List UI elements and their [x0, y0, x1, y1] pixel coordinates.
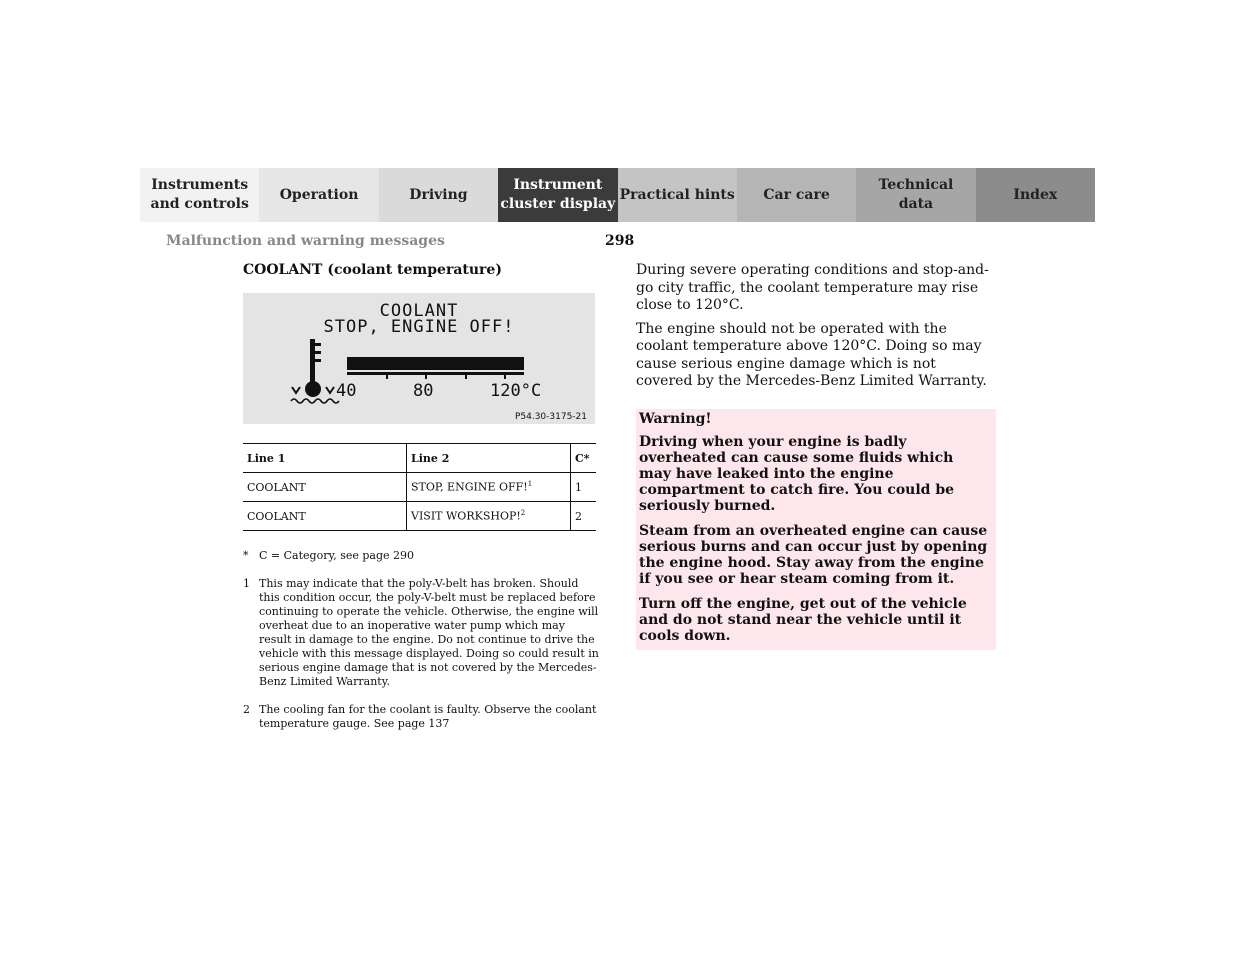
tab-driving[interactable]: Driving [379, 168, 498, 222]
right-column [636, 262, 996, 650]
table-cell-category: 1 [571, 473, 597, 502]
tab-technical-data[interactable]: Technical data [856, 168, 975, 222]
warning-paragraph: Steam from an overheated engine can cause serious burns and can occur just by opening the engine hood. Stay away from the engine if you see or hear steam coming from it. [639, 522, 988, 587]
section-title: Malfunction and warning messages [166, 233, 445, 249]
thermometer-icon [291, 339, 339, 403]
warning-title: Warning! [639, 410, 712, 427]
coolant-heading: COOLANT (coolant temperature) [243, 262, 502, 278]
tab-operation[interactable]: Operation [259, 168, 378, 222]
table-header-category: C* [571, 444, 597, 473]
table-row [243, 502, 596, 531]
message-table [243, 443, 596, 531]
table-cell-line1: COOLANT [243, 502, 407, 531]
tab-practical-hints[interactable]: Practical hints [618, 168, 737, 222]
warning-paragraph: Driving when your engine is badly overheated can cause some fluids which may have leaked into the engine compartment to catch fire. You could be seriously burned. [639, 433, 955, 514]
tab-instrument-cluster-display[interactable]: Instrument cluster display [498, 168, 617, 222]
footnote: * C = Category, see page 290 [243, 549, 415, 562]
table-row [243, 473, 596, 502]
body-paragraph: The engine should not be operated with the coolant temperature above 120°C. Doing so may cause serious engine damage which is not covered by the Mercedes-Benz Limited Warranty. [636, 320, 987, 389]
display-line-1: COOLANT [379, 301, 459, 321]
coolant-display-figure [243, 293, 595, 424]
warning-paragraph: Turn off the engine, get out of the vehicle and do not stand near the vehicle until it cools down. [639, 595, 967, 644]
gauge-scale-line [347, 372, 524, 375]
warning-box [636, 409, 996, 650]
tab-car-care[interactable]: Car care [737, 168, 856, 222]
chapter-tab-bar [140, 168, 1095, 222]
table-cell-line2: STOP, ENGINE OFF!$^1$ [407, 473, 571, 502]
table-header-row [243, 444, 596, 473]
table-cell-line1: COOLANT [243, 473, 407, 502]
footnote: 2 The cooling fan for the coolant is faulty. Observe the coolant temperature gauge. See page 137 [243, 703, 597, 730]
table-header-line2: Line 2 [407, 444, 571, 473]
table-cell-category: 2 [571, 502, 597, 531]
gauge-label-40: 40 [336, 381, 357, 401]
footnotes [243, 549, 599, 731]
gauge-level-bar [347, 357, 524, 370]
page-number: 298 [605, 233, 635, 249]
body-paragraph: During severe operating conditions and stop-and-go city traffic, the coolant temperature may rise close to 120°C. [636, 262, 989, 313]
table-cell-line2: VISIT WORKSHOP!$^2$ [407, 502, 571, 531]
figure-reference: P54.30-3175-21 [514, 412, 587, 422]
gauge-label-80: 80 [413, 381, 434, 401]
table-header-line1: Line 1 [243, 444, 407, 473]
left-column [243, 262, 599, 745]
tab-instruments-and-controls[interactable]: Instruments and controls [140, 168, 259, 222]
tab-index[interactable]: Index [976, 168, 1095, 222]
coolant-gauge-graphic [243, 293, 595, 424]
footnote: 1 This may indicate that the poly-V-belt has broken. Should this condition occur, the poly-V-belt must be replaced before continuing to operate the vehicle. Otherwise, the engine will overheat due to an inoperative water pump which may result in damage to the engine. Do not continue to drive the vehicle with this message displayed. Doing so could result in serious engine damage that is not covered by the Mercedes-Benz Limited Warranty. [243, 577, 599, 688]
gauge-label-120: 120°C [490, 381, 542, 401]
display-line-2: STOP, ENGINE OFF! [323, 317, 515, 337]
